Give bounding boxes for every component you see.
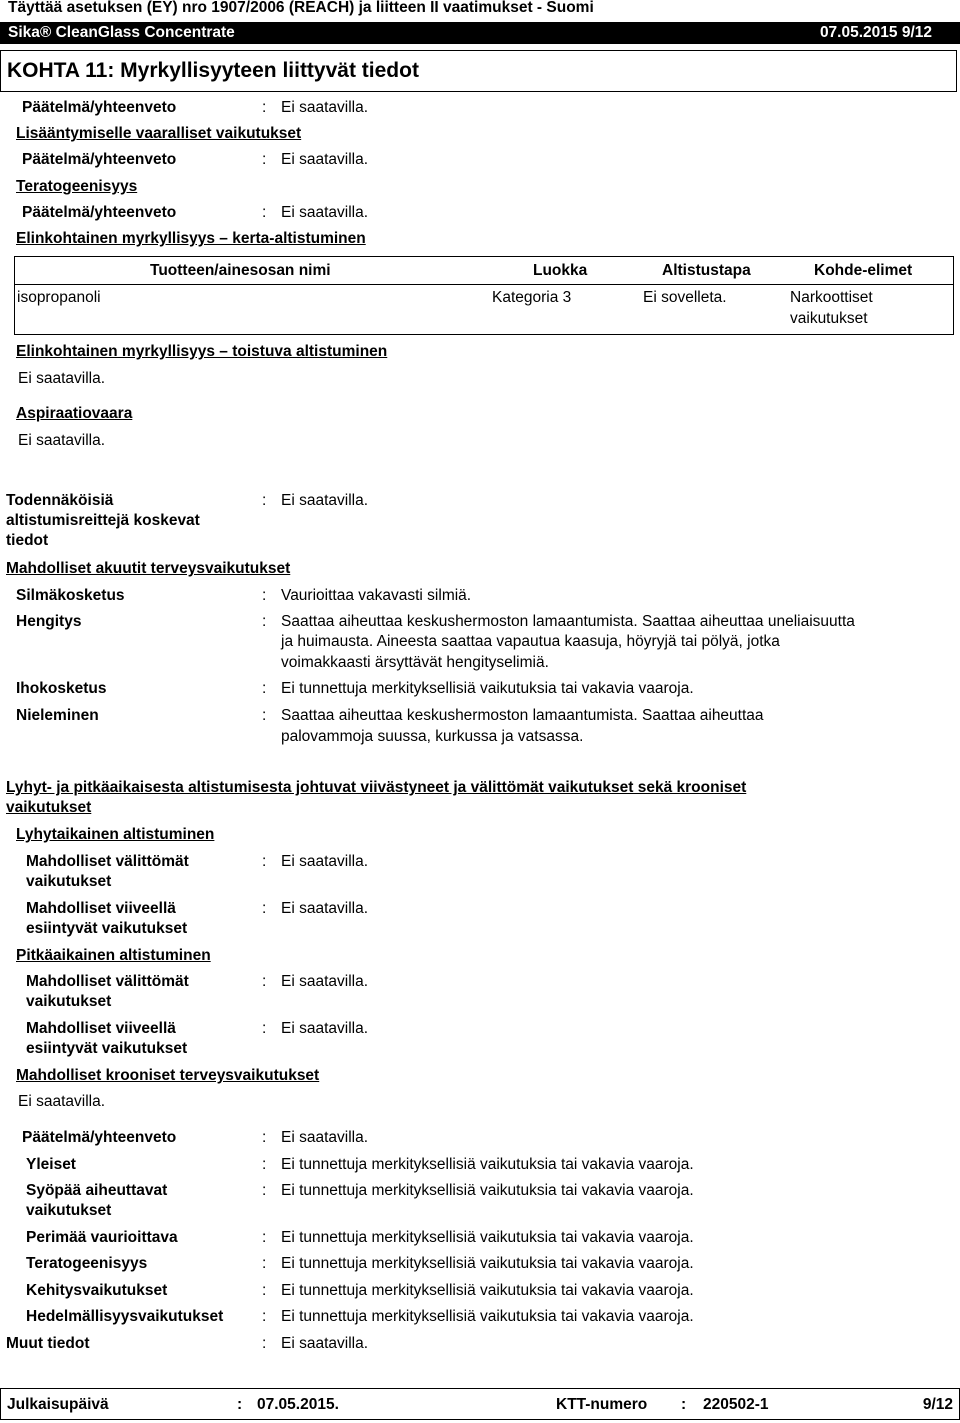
table-cell-name: isopropanoli (17, 289, 101, 306)
colon: : (262, 1156, 267, 1173)
delayed-label: esiintyvät vaikutukset (26, 1040, 188, 1057)
document-title: Täyttää asetuksen (EY) nro 1907/2006 (REACH) ja liitteen II vaatimukset - Suomi (8, 0, 594, 16)
short-term-heading: Lyhytaikainen altistuminen (16, 826, 215, 843)
colon: : (262, 587, 267, 604)
delayed-label: Mahdolliset viiveellä (26, 1020, 176, 1037)
table-cell-organs: vaikutukset (790, 310, 868, 327)
fertility-value: Ei tunnettuja merkityksellisiä vaikutuksia tai vakavia vaaroja. (281, 1308, 694, 1325)
colon: : (262, 1229, 267, 1246)
teratogenicity-heading: Teratogeenisyys (16, 178, 138, 195)
conclusion-label: Päätelmä/yhteenveto (22, 204, 177, 221)
inhalation-value: voimakkaasti ärsyttävät hengityselimiä. (281, 654, 549, 671)
routes-label: tiedot (6, 532, 49, 549)
delayed-label: Mahdolliset viiveellä (26, 900, 176, 917)
delayed-heading: Lyhyt- ja pitkäaikaisesta altistumisesta johtuvat viivästyneet ja välittömät vaikutukset sekä krooniset (6, 779, 747, 796)
conclusion-label: Päätelmä/yhteenveto (22, 1129, 177, 1146)
colon: : (262, 1182, 267, 1199)
table-header-organs: Kohde-elimet (814, 262, 913, 279)
other-info-label: Muut tiedot (6, 1335, 90, 1352)
teratogen-value: Ei tunnettuja merkityksellisiä vaikutuksia tai vakavia vaaroja. (281, 1255, 694, 1272)
acute-heading: Mahdolliset akuutit terveysvaikutukset (6, 560, 291, 577)
ingestion-value: Saattaa aiheuttaa keskushermoston lamaantumista. Saattaa aiheuttaa (281, 707, 764, 724)
delayed-heading: vaikutukset (6, 799, 92, 816)
immediate-label: Mahdolliset välittömät (26, 853, 189, 870)
colon: : (262, 613, 267, 630)
colon: : (262, 1020, 267, 1037)
colon: : (262, 1282, 267, 1299)
ktt-value: 220502-1 (703, 1396, 769, 1413)
colon: : (262, 853, 267, 870)
chronic-heading: Mahdolliset krooniset terveysvaikutukset (16, 1067, 320, 1084)
colon: : (262, 204, 267, 221)
inhalation-label: Hengitys (16, 613, 82, 630)
inhalation-value: ja huimausta. Aineesta saattaa vapautua kaasuja, höyryjä tai pölyä, jotka (281, 633, 780, 650)
colon: : (262, 1335, 267, 1352)
conclusion-value: Ei saatavilla. (281, 1129, 369, 1146)
conclusion-label: Päätelmä/yhteenveto (22, 99, 177, 116)
table-cell-category: Kategoria 3 (492, 289, 572, 306)
aspiration-value: Ei saatavilla. (18, 432, 106, 449)
colon: : (262, 900, 267, 917)
ktt-label: KTT-numero (556, 1396, 648, 1413)
delayed-value: Ei saatavilla. (281, 900, 369, 917)
routes-label: Todennäköisiä (6, 492, 114, 509)
delayed-label: esiintyvät vaikutukset (26, 920, 188, 937)
carcinogen-label: vaikutukset (26, 1202, 112, 1219)
long-term-heading: Pitkäaikainen altistuminen (16, 947, 211, 964)
mutagen-label: Perimää vaurioittava (26, 1229, 178, 1246)
stot-repeated-heading: Elinkohtainen myrkyllisyys – toistuva altistuminen (16, 343, 388, 360)
issue-date-value: 07.05.2015. (257, 1396, 339, 1413)
carcinogen-label: Syöpää aiheuttavat (26, 1182, 168, 1199)
issue-date-label: Julkaisupäivä (7, 1396, 109, 1413)
ingestion-label: Nieleminen (16, 707, 99, 724)
conclusion-value: Ei saatavilla. (281, 99, 369, 116)
header-bar (0, 22, 960, 44)
immediate-label: vaikutukset (26, 993, 112, 1010)
table-cell-route: Ei sovelleta. (643, 289, 727, 306)
developmental-value: Ei tunnettuja merkityksellisiä vaikutuksia tai vakavia vaaroja. (281, 1282, 694, 1299)
general-value: Ei tunnettuja merkityksellisiä vaikutuksia tai vakavia vaaroja. (281, 1156, 694, 1173)
table-cell-organs: Narkoottiset (790, 289, 873, 306)
colon: : (681, 1396, 687, 1413)
immediate-value: Ei saatavilla. (281, 973, 369, 990)
table-header-category: Luokka (533, 262, 588, 279)
stot-single-heading: Elinkohtainen myrkyllisyys – kerta-altistuminen (16, 230, 366, 247)
colon: : (262, 707, 267, 724)
colon: : (262, 492, 267, 509)
delayed-value: Ei saatavilla. (281, 1020, 369, 1037)
colon: : (262, 973, 267, 990)
teratogen-label: Teratogeenisyys (26, 1255, 148, 1272)
ingestion-value: palovammoja suussa, kurkussa ja vatsassa. (281, 728, 584, 745)
chronic-value: Ei saatavilla. (18, 1093, 106, 1110)
conclusion-label: Päätelmä/yhteenveto (22, 151, 177, 168)
colon: : (262, 151, 267, 168)
immediate-label: Mahdolliset välittömät (26, 973, 189, 990)
section-header (0, 50, 957, 92)
colon: : (262, 680, 267, 697)
colon: : (262, 1129, 267, 1146)
carcinogen-value: Ei tunnettuja merkityksellisiä vaikutuksia tai vakavia vaaroja. (281, 1182, 694, 1199)
other-info-value: Ei saatavilla. (281, 1335, 369, 1352)
conclusion-value: Ei saatavilla. (281, 204, 369, 221)
fertility-label: Hedelmällisyysvaikutukset (26, 1308, 224, 1325)
product-name: Sika® CleanGlass Concentrate (8, 24, 235, 41)
table-header-name: Tuotteen/ainesosan nimi (150, 262, 331, 279)
immediate-label: vaikutukset (26, 873, 112, 890)
eye-label: Silmäkosketus (16, 587, 125, 604)
footer (0, 1388, 960, 1420)
routes-value: Ei saatavilla. (281, 492, 369, 509)
eye-value: Vaurioittaa vakavasti silmiä. (281, 587, 472, 604)
immediate-value: Ei saatavilla. (281, 853, 369, 870)
conclusion-value: Ei saatavilla. (281, 151, 369, 168)
routes-label: altistumisreittejä koskevat (6, 512, 200, 529)
mutagen-value: Ei tunnettuja merkityksellisiä vaikutuksia tai vakavia vaaroja. (281, 1229, 694, 1246)
skin-value: Ei tunnettuja merkityksellisiä vaikutuksia tai vakavia vaaroja. (281, 680, 694, 697)
stot-repeated-value: Ei saatavilla. (18, 370, 106, 387)
page-number: 9/12 (922, 1396, 953, 1413)
colon: : (262, 1308, 267, 1325)
skin-label: Ihokosketus (16, 680, 107, 697)
table-divider (15, 284, 953, 285)
colon: : (262, 99, 267, 116)
general-label: Yleiset (26, 1156, 76, 1173)
developmental-label: Kehitysvaikutukset (26, 1282, 168, 1299)
stot-table (14, 256, 954, 335)
reproductive-heading: Lisääntymiselle vaaralliset vaikutukset (16, 125, 302, 142)
inhalation-value: Saattaa aiheuttaa keskushermoston lamaantumista. Saattaa aiheuttaa uneliaisuutta (281, 613, 855, 630)
aspiration-heading: Aspiraatiovaara (16, 405, 133, 422)
date-page: 07.05.2015 9/12 (819, 24, 932, 41)
colon: : (262, 1255, 267, 1272)
section-title: KOHTA 11: Myrkyllisyyteen liittyvät tiedot (7, 59, 419, 82)
table-header-route: Altistustapa (662, 262, 751, 279)
colon: : (237, 1396, 243, 1413)
